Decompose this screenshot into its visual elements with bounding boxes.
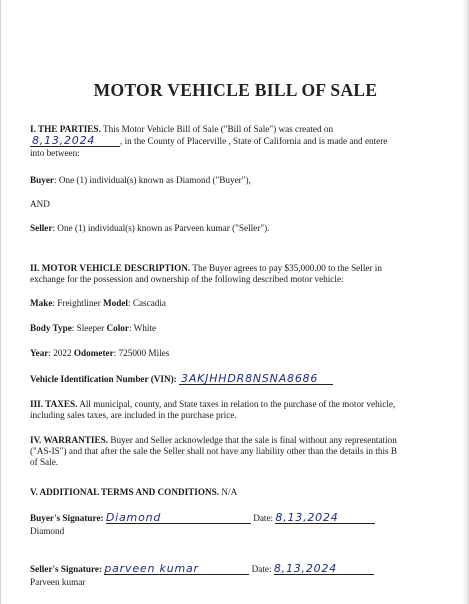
buyer-text: : One (1) individual(s) known as Diamond ("Buyer"), [54, 175, 251, 185]
additional-value: N/A [221, 487, 238, 497]
year-odometer-line [30, 348, 462, 359]
vin-label: Vehicle Identification Number (VIN): [30, 374, 177, 384]
additional-terms-line [30, 487, 462, 498]
warranties-line-2: ("AS-IS") and that after the sale the Seller shall not have any liability other than the details in this B [30, 446, 397, 456]
body-type-value: : Sleeper [71, 323, 105, 333]
buyer-label: Buyer [30, 175, 54, 185]
description-heading: II. MOTOR VEHICLE DESCRIPTION. [30, 263, 191, 273]
body-type-label: Body Type [30, 323, 72, 333]
model-value: : Cascadia [128, 298, 167, 308]
seller-date-label: Date: [251, 564, 272, 574]
buyer-signature: Diamond [106, 512, 251, 524]
additional-heading: V. ADDITIONAL TERMS AND CONDITIONS. [30, 487, 220, 497]
taxes-line-1 [30, 399, 462, 410]
document-title: MOTOR VEHICLE BILL OF SALE [93, 80, 378, 100]
make-model-line [30, 298, 462, 309]
description-line-2: exchange for the possession and ownership of the following described motor vehicle: [30, 274, 344, 284]
warranties-text-1: Buyer and Seller acknowledge that the sale is final without any representation [110, 435, 397, 445]
seller-signature-date: 8,13,2024 [274, 563, 374, 575]
seller-line [30, 223, 462, 234]
seller-signature-label: Seller's Signature: [30, 564, 103, 574]
parties-location: , in the County of Placerville , State of California and is made and entere [120, 136, 388, 146]
make-value: : Freightliner [52, 298, 101, 308]
year-label: Year [30, 348, 49, 358]
handwritten-sale-date: 8,13,2024 [30, 135, 120, 147]
seller-text: : One (1) individual(s) known as Parveen kumar ("Seller"). [52, 223, 270, 233]
buyer-printed-name: Diamond [30, 526, 65, 536]
body-color-line [30, 323, 462, 334]
odometer-label: Odometer [73, 348, 114, 358]
parties-heading: I. THE PARTIES. [30, 124, 101, 134]
seller-label: Seller [30, 223, 53, 233]
seller-signature-line [30, 563, 462, 575]
buyer-signature-line [30, 512, 462, 524]
taxes-line-2: including sales taxes, are included in the purchase price. [30, 410, 237, 420]
color-value: : White [128, 323, 157, 333]
model-label: Model [102, 298, 128, 308]
warranties-line-1 [30, 435, 462, 446]
seller-signature: parveen kumar [104, 563, 249, 575]
parties-intro: This Motor Vehicle Bill of Sale ("Bill of Sale") was created on [102, 124, 334, 134]
buyer-date-label: Date: [253, 513, 274, 523]
buyer-signature-label: Buyer's Signature: [30, 513, 104, 523]
parties-line-1 [30, 124, 462, 135]
make-label: Make [30, 298, 53, 308]
handwritten-vin: 3AKJHHDR8NSNA8686 [179, 373, 333, 385]
parties-line-3: into between: [30, 148, 80, 158]
description-line-1 [30, 263, 462, 274]
taxes-text-1: All municipal, county, and State taxes in relation to the purchase of the motor vehicle, [79, 399, 396, 409]
warranties-heading: IV. WARRANTIES. [30, 435, 109, 445]
year-value: : 2022 [48, 348, 72, 358]
vin-line [30, 373, 462, 385]
color-label: Color [106, 323, 129, 333]
parties-line-2 [30, 135, 462, 147]
buyer-line [30, 175, 462, 186]
buyer-signature-date: 8,13,2024 [275, 512, 375, 524]
and-line: AND [30, 199, 50, 209]
seller-printed-name: Parveen kumar [30, 577, 86, 587]
odometer-value: : 725000 Miles [113, 348, 170, 358]
taxes-heading: III. TAXES. [30, 399, 78, 409]
warranties-line-3: of Sale. [30, 457, 59, 467]
description-price: The Buyer agrees to pay $35,000.00 to the Seller in [192, 263, 382, 273]
